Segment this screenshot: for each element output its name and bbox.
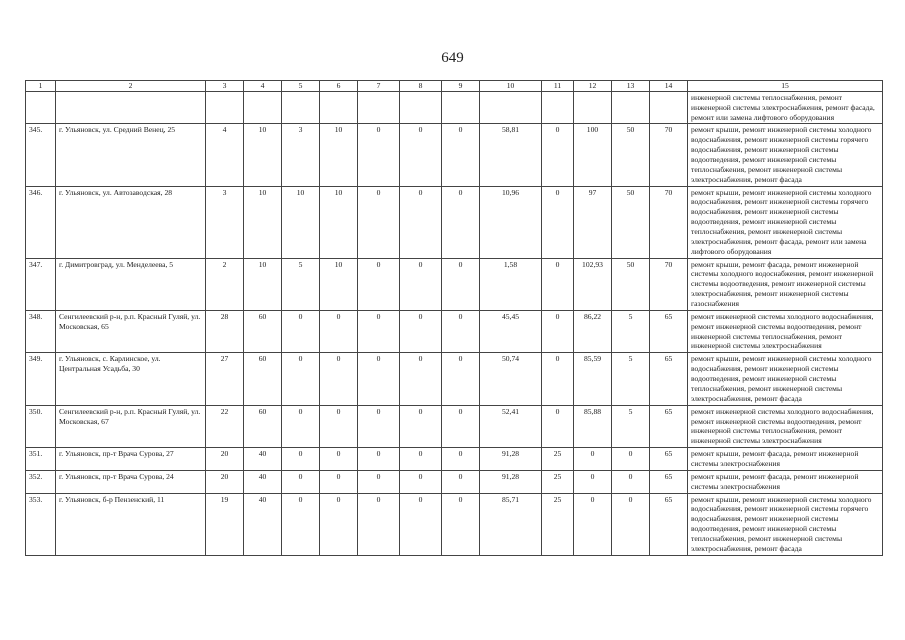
column-header: 14 [650, 81, 688, 92]
address-cell: Сенгилеевский р-н, р.п. Красный Гуляй, ул. Московская, 67 [56, 405, 206, 447]
value-cell: 0 [282, 470, 320, 493]
value-cell: 60 [244, 353, 282, 405]
value-cell: 0 [282, 310, 320, 352]
value-cell: 85,59 [574, 353, 612, 405]
address-cell: г. Ульяновск, б-р Пензенский, 11 [56, 493, 206, 555]
value-cell: 60 [244, 310, 282, 352]
column-header: 7 [358, 81, 400, 92]
value-cell: 0 [442, 448, 480, 471]
table-row [26, 186, 883, 258]
row-number-cell: 348. [26, 310, 56, 352]
column-header: 8 [400, 81, 442, 92]
value-cell: 0 [442, 186, 480, 258]
column-header: 4 [244, 81, 282, 92]
value-cell: 0 [400, 310, 442, 352]
value-cell: 60 [244, 405, 282, 447]
register-table [25, 80, 883, 556]
value-cell: 40 [244, 448, 282, 471]
column-header: 1 [26, 81, 56, 92]
value-cell: 50 [612, 186, 650, 258]
column-header: 11 [542, 81, 574, 92]
column-header: 2 [56, 81, 206, 92]
value-cell: 0 [320, 448, 358, 471]
value-cell: 5 [612, 353, 650, 405]
value-cell: 10,96 [480, 186, 542, 258]
value-cell: 0 [442, 258, 480, 310]
value-cell: 0 [400, 186, 442, 258]
value-cell [320, 91, 358, 124]
value-cell: 0 [542, 405, 574, 447]
table-row [26, 353, 883, 405]
value-cell: 2 [206, 258, 244, 310]
value-cell: 0 [358, 124, 400, 186]
table-row [26, 448, 883, 471]
value-cell: 0 [282, 353, 320, 405]
table-row [26, 258, 883, 310]
works-cell: ремонт крыши, ремонт инженерной системы холодного водоснабжения, ремонт инженерной системы горячего водоснабжения, ремонт инженерной системы водоотведения, ремонт инженерной системы теплоснабжения, ремонт инженерной системы электроснабжения, ремонт фасада [688, 493, 883, 555]
value-cell: 0 [400, 470, 442, 493]
value-cell [358, 91, 400, 124]
value-cell: 0 [442, 310, 480, 352]
table-header [26, 81, 883, 92]
value-cell: 85,71 [480, 493, 542, 555]
value-cell [282, 91, 320, 124]
value-cell: 91,28 [480, 448, 542, 471]
address-cell: г. Ульяновск, пр-т Врача Сурова, 27 [56, 448, 206, 471]
value-cell: 10 [282, 186, 320, 258]
row-number-cell: 347. [26, 258, 56, 310]
column-header: 15 [688, 81, 883, 92]
page-number: 649 [441, 50, 464, 66]
address-cell: г. Ульяновск, пр-т Врача Сурова, 24 [56, 470, 206, 493]
value-cell: 0 [358, 353, 400, 405]
value-cell: 20 [206, 470, 244, 493]
value-cell: 70 [650, 258, 688, 310]
value-cell [480, 91, 542, 124]
value-cell [442, 91, 480, 124]
value-cell: 0 [282, 493, 320, 555]
value-cell: 25 [542, 470, 574, 493]
value-cell: 5 [612, 405, 650, 447]
value-cell: 0 [358, 405, 400, 447]
value-cell: 28 [206, 310, 244, 352]
value-cell: 0 [442, 124, 480, 186]
value-cell [542, 91, 574, 124]
value-cell: 0 [612, 448, 650, 471]
value-cell: 0 [400, 405, 442, 447]
value-cell: 0 [358, 493, 400, 555]
value-cell: 4 [206, 124, 244, 186]
row-number-cell: 346. [26, 186, 56, 258]
works-cell: ремонт крыши, ремонт фасада, ремонт инженерной системы электроснабжения [688, 470, 883, 493]
value-cell [650, 91, 688, 124]
value-cell: 0 [320, 353, 358, 405]
value-cell: 0 [320, 470, 358, 493]
table-body [26, 91, 883, 555]
works-cell: ремонт крыши, ремонт инженерной системы холодного водоснабжения, ремонт инженерной системы горячего водоснабжения, ремонт инженерной системы водоотведения, ремонт инженерной системы теплоснабжения, ремонт инженерной системы электроснабжения, ремонт фасада [688, 124, 883, 186]
value-cell: 65 [650, 448, 688, 471]
value-cell: 22 [206, 405, 244, 447]
value-cell: 100 [574, 124, 612, 186]
value-cell: 70 [650, 186, 688, 258]
value-cell: 5 [612, 310, 650, 352]
works-cell: ремонт крыши, ремонт фасада, ремонт инженерной системы электроснабжения [688, 448, 883, 471]
value-cell: 0 [358, 258, 400, 310]
value-cell [400, 91, 442, 124]
value-cell [612, 91, 650, 124]
value-cell [574, 91, 612, 124]
value-cell: 10 [320, 124, 358, 186]
value-cell: 5 [282, 258, 320, 310]
value-cell: 10 [320, 258, 358, 310]
value-cell: 0 [282, 405, 320, 447]
value-cell: 27 [206, 353, 244, 405]
row-number-cell [26, 91, 56, 124]
value-cell: 58,81 [480, 124, 542, 186]
value-cell: 50 [612, 124, 650, 186]
row-number-cell: 345. [26, 124, 56, 186]
column-header: 9 [442, 81, 480, 92]
value-cell: 0 [574, 470, 612, 493]
value-cell: 86,22 [574, 310, 612, 352]
column-header: 5 [282, 81, 320, 92]
column-header: 13 [612, 81, 650, 92]
value-cell: 0 [358, 186, 400, 258]
value-cell: 0 [574, 448, 612, 471]
column-header: 12 [574, 81, 612, 92]
address-cell: Сенгилеевский р-н, р.п. Красный Гуляй, ул. Московская, 65 [56, 310, 206, 352]
value-cell: 0 [542, 186, 574, 258]
value-cell: 10 [244, 258, 282, 310]
value-cell: 0 [358, 448, 400, 471]
row-number-cell: 350. [26, 405, 56, 447]
value-cell: 0 [574, 493, 612, 555]
table-row [26, 405, 883, 447]
value-cell: 3 [282, 124, 320, 186]
value-cell: 97 [574, 186, 612, 258]
value-cell: 50,74 [480, 353, 542, 405]
works-cell: ремонт крыши, ремонт инженерной системы холодного водоснабжения, ремонт инженерной системы горячего водоснабжения, ремонт инженерной системы водоотведения, ремонт инженерной системы теплоснабжения, ремонт инженерной системы электроснабжения, ремонт фасада, ремонт или замена лифтового оборудования [688, 186, 883, 258]
value-cell: 65 [650, 353, 688, 405]
row-number-cell: 351. [26, 448, 56, 471]
works-cell: ремонт инженерной системы холодного водоснабжения, ремонт инженерной системы водоотведения, ремонт инженерной системы теплоснабжения, ремонт инженерной системы электроснабжения [688, 310, 883, 352]
column-header: 6 [320, 81, 358, 92]
address-cell: г. Ульяновск, с. Карлинское, ул. Центральная Усадьба, 30 [56, 353, 206, 405]
address-cell: г. Ульяновск, ул. Автозаводская, 28 [56, 186, 206, 258]
value-cell: 0 [320, 405, 358, 447]
value-cell: 50 [612, 258, 650, 310]
table-row [26, 310, 883, 352]
column-header: 10 [480, 81, 542, 92]
value-cell [206, 91, 244, 124]
value-cell: 0 [358, 310, 400, 352]
value-cell: 19 [206, 493, 244, 555]
value-cell: 0 [442, 353, 480, 405]
value-cell: 1,58 [480, 258, 542, 310]
value-cell: 0 [542, 353, 574, 405]
value-cell: 0 [612, 470, 650, 493]
value-cell: 0 [612, 493, 650, 555]
value-cell: 0 [542, 310, 574, 352]
table-row [26, 493, 883, 555]
value-cell: 102,93 [574, 258, 612, 310]
row-number-cell: 353. [26, 493, 56, 555]
value-cell: 45,45 [480, 310, 542, 352]
value-cell: 0 [442, 405, 480, 447]
value-cell: 0 [320, 310, 358, 352]
value-cell: 65 [650, 470, 688, 493]
value-cell: 65 [650, 405, 688, 447]
value-cell: 65 [650, 493, 688, 555]
row-number-cell: 349. [26, 353, 56, 405]
address-cell: г. Димитровград, ул. Менделеева, 5 [56, 258, 206, 310]
value-cell [244, 91, 282, 124]
value-cell: 25 [542, 448, 574, 471]
value-cell: 0 [282, 448, 320, 471]
table-row [26, 91, 883, 124]
value-cell: 91,28 [480, 470, 542, 493]
works-cell: ремонт крыши, ремонт фасада, ремонт инженерной системы холодного водоснабжения, ремонт инженерной системы водоотведения, ремонт инженерной системы электроснабжения, ремонт инженерной системы газоснабжения [688, 258, 883, 310]
value-cell: 40 [244, 470, 282, 493]
value-cell: 85,88 [574, 405, 612, 447]
value-cell: 10 [320, 186, 358, 258]
value-cell: 25 [542, 493, 574, 555]
address-cell: г. Ульяновск, ул. Средний Венец, 25 [56, 124, 206, 186]
value-cell: 0 [358, 470, 400, 493]
value-cell: 10 [244, 186, 282, 258]
value-cell: 70 [650, 124, 688, 186]
value-cell: 10 [244, 124, 282, 186]
value-cell: 0 [542, 258, 574, 310]
row-number-cell: 352. [26, 470, 56, 493]
value-cell: 20 [206, 448, 244, 471]
value-cell: 0 [400, 258, 442, 310]
table-row [26, 470, 883, 493]
works-cell: ремонт крыши, ремонт инженерной системы холодного водоснабжения, ремонт инженерной системы водоотведения, ремонт инженерной системы теплоснабжения, ремонт инженерной системы электроснабжения, ремонт фасада [688, 353, 883, 405]
value-cell: 40 [244, 493, 282, 555]
address-cell [56, 91, 206, 124]
value-cell: 0 [442, 470, 480, 493]
header-row [26, 81, 883, 92]
value-cell: 0 [320, 493, 358, 555]
value-cell: 0 [400, 353, 442, 405]
value-cell: 0 [400, 493, 442, 555]
value-cell: 0 [400, 124, 442, 186]
works-cell: ремонт инженерной системы холодного водоснабжения, ремонт инженерной системы водоотведения, ремонт инженерной системы теплоснабжения, ремонт инженерной системы электроснабжения [688, 405, 883, 447]
value-cell: 3 [206, 186, 244, 258]
table-row [26, 124, 883, 186]
value-cell: 52,41 [480, 405, 542, 447]
column-header: 3 [206, 81, 244, 92]
value-cell: 0 [542, 124, 574, 186]
works-cell: инженерной системы теплоснабжения, ремонт инженерной системы электроснабжения, ремонт фасада, ремонт или замена лифтового оборудования [688, 91, 883, 124]
value-cell: 0 [442, 493, 480, 555]
value-cell: 0 [400, 448, 442, 471]
value-cell: 65 [650, 310, 688, 352]
